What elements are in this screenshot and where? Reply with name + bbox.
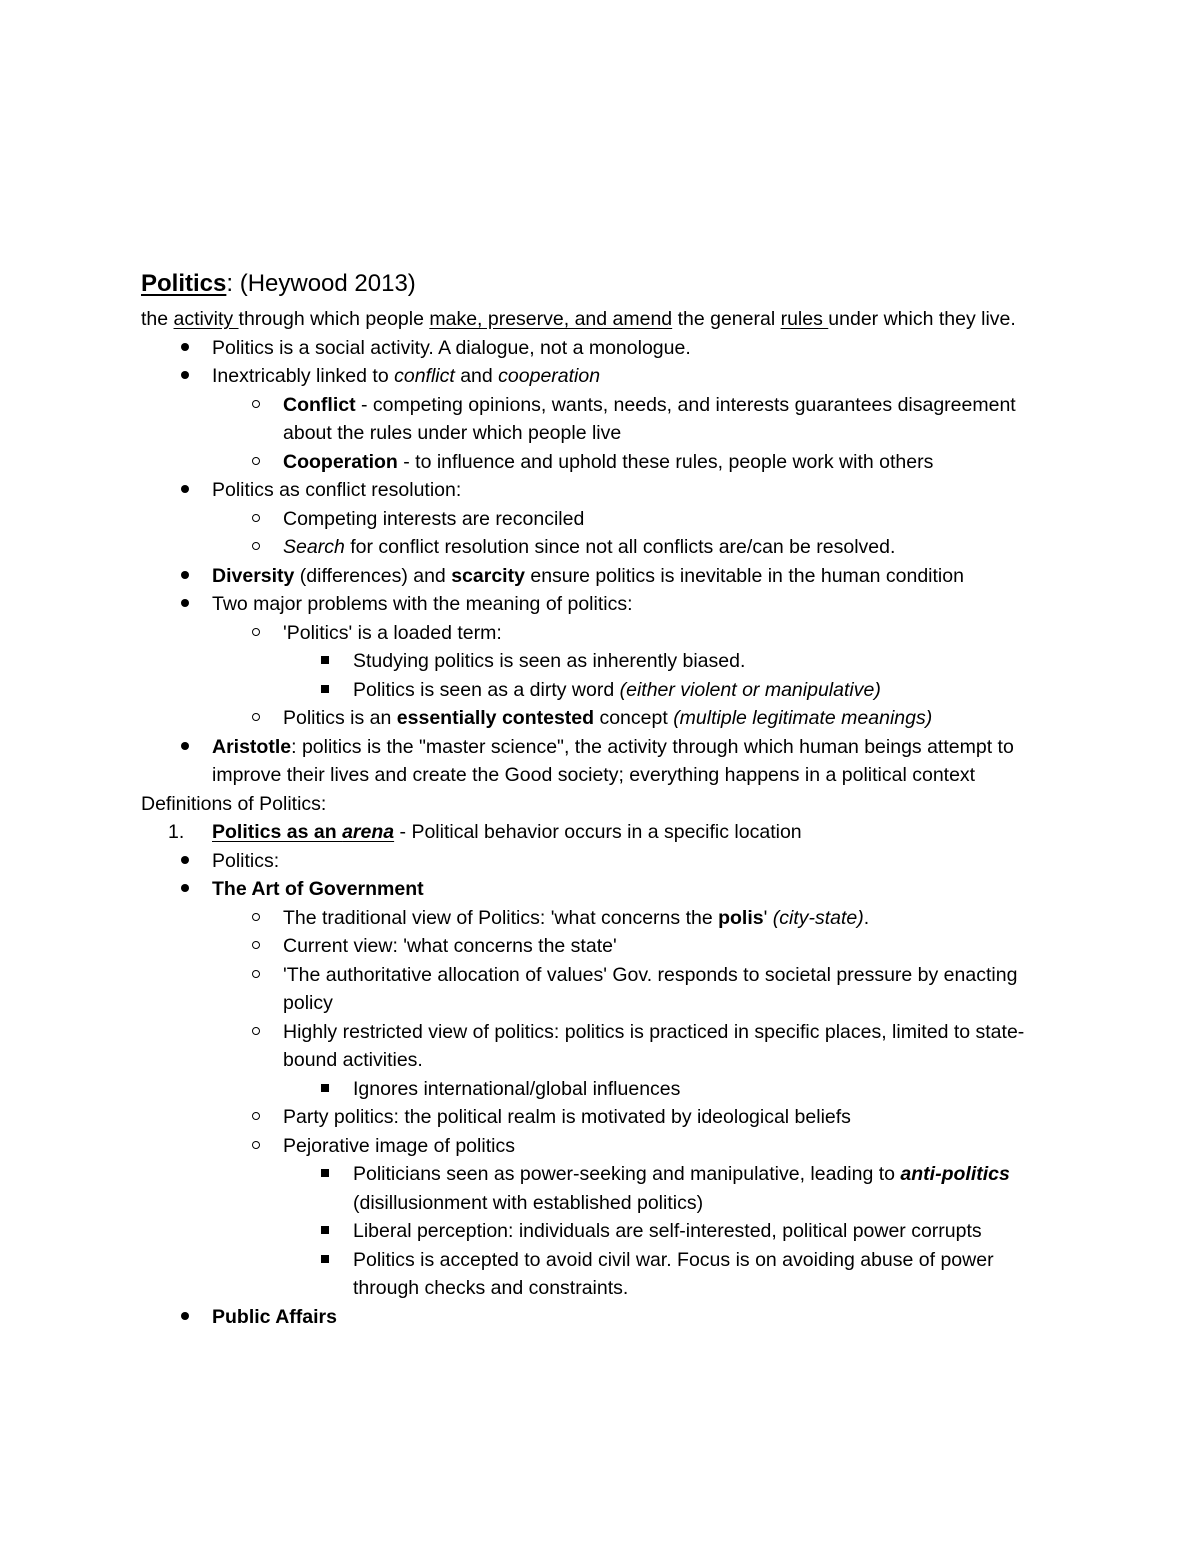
bullet-problems: [141, 590, 1061, 619]
subbullet-traditional: [141, 904, 1061, 933]
bullet-disc-icon: [175, 362, 195, 391]
term-bold: Diversity: [212, 564, 295, 587]
bullet-text: Pejorative image of politics: [283, 1134, 515, 1157]
bullet-text: Politics:: [212, 849, 280, 872]
bullet-text: The traditional view of Politics: 'what concerns the: [283, 906, 719, 929]
intro-text: through which people: [238, 308, 430, 330]
bullet-text: - competing opinions, wants, needs, and interests guarantees disagreement about the rules under which people live: [283, 393, 1016, 444]
bullet-disc-icon: [175, 476, 195, 505]
term-bold: The Art of Government: [212, 878, 424, 900]
subbullet-current: [141, 932, 1061, 961]
bullet-text: Politics is an: [283, 707, 397, 729]
term-italic: Search: [283, 536, 345, 558]
intro-text: the general: [672, 308, 781, 330]
subbullet-authoritative: [141, 961, 1061, 1018]
term-cooperation: cooperation: [498, 365, 601, 387]
title-main: Politics: [141, 270, 227, 297]
bullet-text: Studying politics is seen as inherently biased.: [353, 650, 746, 672]
term-bold-underline: [212, 821, 394, 843]
bullet-text: Party politics: the political realm is motivated by ideological beliefs: [283, 1106, 851, 1128]
term-bold: Conflict: [283, 393, 356, 416]
bullet-politics-label: [141, 847, 1061, 876]
bullet-square-icon: [315, 647, 335, 676]
bullet-disc-icon: [175, 1303, 195, 1332]
term-italic: (city-state): [772, 906, 864, 929]
intro-paragraph: [141, 305, 1061, 334]
term-bold: essentially contested: [396, 707, 595, 729]
bullet-text: for conflict resolution since not all conflicts are/can be resolved.: [344, 536, 896, 558]
bullet-text: concept: [594, 707, 674, 729]
intro-text: under which they live.: [828, 308, 1016, 330]
term-bold: Aristotle: [212, 735, 292, 758]
bullet-text: .: [863, 906, 870, 929]
term-italic: (either violent or manipulative): [619, 678, 881, 701]
bullet-circle-icon: [246, 1132, 266, 1161]
intro-make-preserve-amend: make, preserve, and amend: [429, 308, 673, 330]
bullet-art-of-government: [141, 875, 1061, 904]
bullet-text: ensure politics is inevitable in the human condition: [524, 564, 964, 587]
bullet-circle-icon: [246, 932, 266, 961]
bullet-aristotle: [141, 733, 1061, 790]
bullet-linked: [141, 362, 1061, 391]
bullet-circle-icon: [246, 619, 266, 648]
bullet-text: Politicians seen as power-seeking and manipulative, leading to: [353, 1163, 901, 1185]
term-italic: (multiple legitimate meanings): [673, 707, 933, 729]
bullet-text: Politics is seen as a dirty word: [353, 678, 620, 701]
term-bold-italic: anti-politics: [900, 1163, 1010, 1185]
bullet-text: Current view: 'what concerns the state': [283, 935, 617, 957]
bullet-circle-icon: [246, 505, 266, 534]
bullet-disc-icon: [175, 590, 195, 619]
bullet-public-affairs: [141, 1303, 1061, 1332]
subsubbullet-ignores: [141, 1075, 1061, 1104]
subsubbullet-politicians: [141, 1160, 1061, 1217]
bullet-text: Inextricably linked to: [212, 365, 395, 387]
bullet-text: 'Politics' is a loaded term:: [283, 621, 502, 644]
term-bold: polis: [718, 906, 764, 929]
bullet-circle-icon: [246, 391, 266, 420]
term-bold: Cooperation: [283, 450, 398, 473]
bullet-text: - to influence and uphold these rules, people work with others: [397, 450, 934, 473]
document-page: [141, 267, 1061, 1331]
bullet-square-icon: [315, 1160, 335, 1189]
bullet-circle-icon: [246, 1018, 266, 1047]
bullet-text: Competing interests are reconciled: [283, 507, 585, 530]
arena-term: arena: [342, 821, 395, 843]
subsubbullet-accepted: [141, 1246, 1061, 1303]
subbullet-pejorative: [141, 1132, 1061, 1161]
subbullet-loaded: [141, 619, 1061, 648]
subbullet-contested: [141, 704, 1061, 733]
bullet-text: : politics is the "master science", the activity through which human beings attempt to improve their lives and create the Good society; everything happens in a political context: [212, 735, 1014, 786]
term-bold: Public Affairs: [212, 1305, 337, 1328]
bullet-text: ': [763, 906, 773, 929]
bullet-circle-icon: [246, 904, 266, 933]
bullet-text: (differences) and: [294, 564, 452, 587]
bullet-text: (disillusionment with established politics): [353, 1191, 704, 1214]
intro-activity: activity: [173, 308, 239, 330]
subsubbullet-liberal: [141, 1217, 1061, 1246]
bullet-disc-icon: [175, 334, 195, 363]
subbullet-conflict: [141, 391, 1061, 448]
subbullet-search: [141, 533, 1061, 562]
definitions-heading: Definitions of Politics:: [141, 792, 327, 815]
bullet-circle-icon: [246, 1103, 266, 1132]
subsubbullet-biased: [141, 647, 1061, 676]
bullet-circle-icon: [246, 533, 266, 562]
bullet-circle-icon: [246, 448, 266, 477]
bullet-diversity: [141, 562, 1061, 591]
bullet-disc-icon: [175, 847, 195, 876]
bullet-text: Highly restricted view of politics: politics is practiced in specific places, limited to state-bound activities.: [283, 1020, 1025, 1071]
bullet-disc-icon: [175, 562, 195, 591]
bullet-circle-icon: [246, 961, 266, 990]
bullet-social: [141, 334, 1061, 363]
bullet-resolution: [141, 476, 1061, 505]
bullet-disc-icon: [175, 733, 195, 762]
subbullet-party: [141, 1103, 1061, 1132]
bullet-text: and: [454, 365, 499, 387]
title-citation: : (Heywood 2013): [226, 270, 416, 297]
subbullet-restricted: [141, 1018, 1061, 1075]
bullet-square-icon: [315, 676, 335, 705]
subbullet-reconciled: [141, 505, 1061, 534]
bullet-text: 'The authoritative allocation of values' Gov. responds to societal pressure by enacting policy: [283, 963, 1018, 1014]
document-title: [141, 267, 1061, 301]
bullet-square-icon: [315, 1246, 335, 1275]
numbered-item-arena: [141, 818, 1061, 847]
subsubbullet-dirty: [141, 676, 1061, 705]
subbullet-cooperation: [141, 448, 1061, 477]
list-number: 1.: [168, 821, 185, 843]
intro-text: the: [141, 308, 174, 330]
arena-label: Politics as an: [212, 821, 343, 843]
bullet-text: Liberal perception: individuals are self-interested, political power corrupts: [353, 1220, 982, 1242]
bullet-text: Ignores international/global influences: [353, 1077, 681, 1100]
bullet-square-icon: [315, 1075, 335, 1104]
bullet-disc-icon: [175, 875, 195, 904]
term-conflict: conflict: [394, 365, 455, 387]
bullet-circle-icon: [246, 704, 266, 733]
bullet-text: Politics is accepted to avoid civil war. Focus is on avoiding abuse of power through checks and constraints.: [353, 1248, 994, 1299]
bullet-text: - Political behavior occurs in a specific location: [394, 821, 802, 843]
bullet-text: Politics as conflict resolution:: [212, 479, 462, 501]
bullet-square-icon: [315, 1217, 335, 1246]
term-bold: scarcity: [451, 564, 525, 587]
intro-rules: rules: [780, 308, 829, 330]
bullet-text: Two major problems with the meaning of politics:: [212, 593, 633, 615]
bullet-text: Politics is a social activity. A dialogue, not a monologue.: [212, 336, 691, 359]
